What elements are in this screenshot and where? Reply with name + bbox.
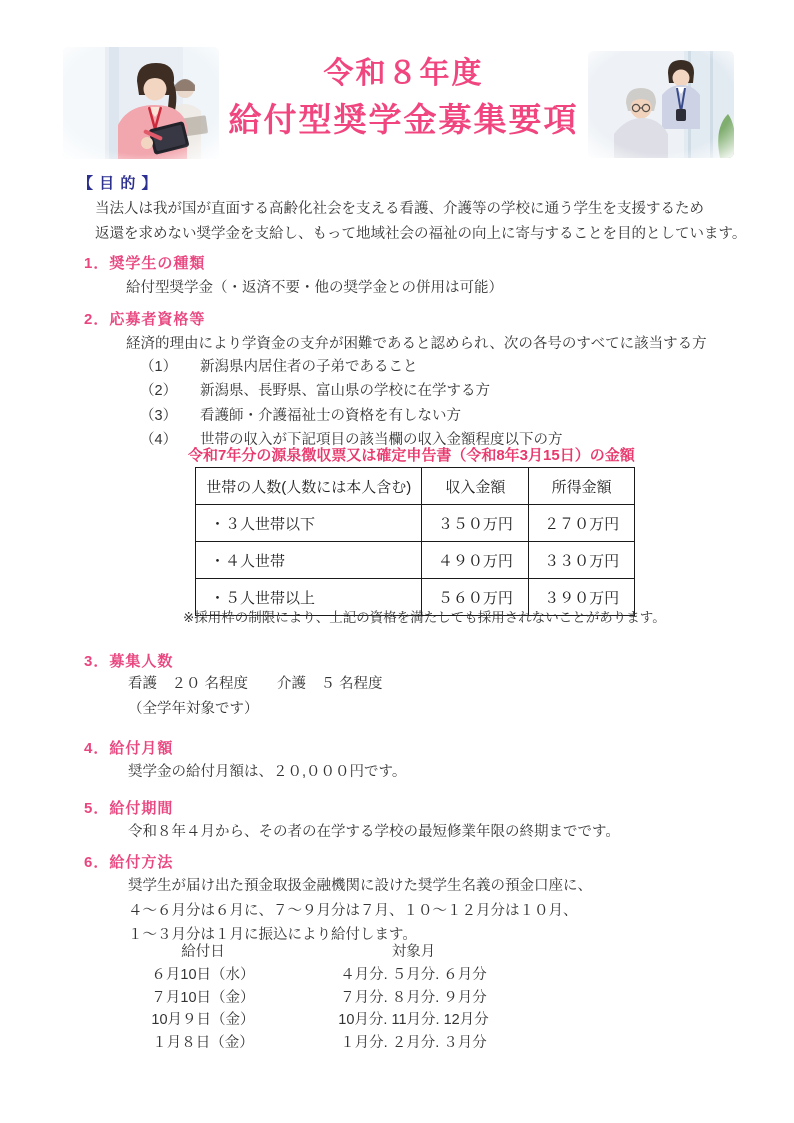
list-item-marker: （1） xyxy=(140,359,178,375)
section-body-period: 令和８年４月から、その者の在学する学校の最短修業年限の終期までです。 xyxy=(128,824,620,840)
schedule-row xyxy=(128,987,521,1010)
cell-earnings: ３９０万円 xyxy=(529,579,635,616)
income-limit-table xyxy=(195,467,635,616)
section-body-method xyxy=(128,874,592,948)
schedule-months: １月分. ２月分. ３月分 xyxy=(340,1035,487,1052)
cell-household: ・５人世帯以上 xyxy=(196,579,422,616)
col-header-earnings: 所得金額 xyxy=(529,468,635,505)
schedule-row xyxy=(128,1009,521,1032)
table-row xyxy=(196,505,635,542)
schedule-date: １月８日（金） xyxy=(152,1035,254,1052)
schedule-date: ６月10日（水） xyxy=(151,966,255,983)
section-heading-capacity: 3．募集人数 xyxy=(84,653,174,670)
schedule-date: ７月10日（金） xyxy=(151,989,255,1006)
schedule-header-date: 給付日 xyxy=(181,944,225,960)
cell-household: ・４人世帯 xyxy=(196,542,422,579)
income-table-caption: 令和7年分の源泉徴収票又は確定申告書（令和8年3月15日）の金額 xyxy=(188,447,635,464)
cell-income: ３５０万円 xyxy=(422,505,529,542)
list-item-text: 世帯の収入が下記項目の該当欄の収入金額程度以下の方 xyxy=(200,431,563,448)
schedule-row xyxy=(128,1032,521,1055)
caregiver-photo-illustration xyxy=(588,51,734,158)
section-body-scholarship-type: 給付型奨学金（・返済不要・他の奨学金との併用は可能） xyxy=(126,280,503,296)
schedule-row xyxy=(128,964,521,987)
list-item xyxy=(140,379,563,403)
table-header-row xyxy=(196,468,635,505)
section-heading-method: 6．給付方法 xyxy=(84,854,174,871)
section-heading-scholarship-type: 1．奨学生の種類 xyxy=(84,255,206,272)
table-row xyxy=(196,542,635,579)
schedule-date: 10月９日（金） xyxy=(151,1012,255,1029)
section-body-capacity xyxy=(128,672,383,721)
cell-earnings: ３３０万円 xyxy=(529,542,635,579)
nurse-photo xyxy=(63,47,219,159)
purpose-line: 当法人は我が国が直面する高齢化社会を支える看護、介護等の学校に通う学生を支援するため xyxy=(95,201,704,217)
purpose-label: 【 目 的 】 xyxy=(78,175,158,192)
purpose-line: 返還を求めない奨学金を支給し、もって地域社会の福祉の向上に寄与することを目的としています。 xyxy=(95,225,747,242)
schedule-months: ４月分. ５月分. ６月分 xyxy=(340,966,487,983)
method-line: ４～６月分は６月に、７～９月分は７月、１０～１２月分は１０月、 xyxy=(128,902,578,919)
method-line: 奨学生が届け出た預金取扱金融機関に設けた奨学生名義の預金口座に、 xyxy=(128,878,592,894)
schedule-header-months: 対象月 xyxy=(391,944,436,960)
purpose-text xyxy=(95,197,746,246)
cell-income: ４９０万円 xyxy=(422,542,529,579)
capacity-line: 看護 ２０ 名程度 介護 ５ 名程度 xyxy=(128,676,383,692)
page-title xyxy=(219,52,588,143)
list-item-marker: （3） xyxy=(140,407,178,424)
list-item-text: 新潟県、長野県、富山県の学校に在学する方 xyxy=(200,383,490,400)
section-heading-period: 5．給付期間 xyxy=(84,800,174,817)
eligibility-intro: 経済的理由により学資金の支弁が困難であると認められ、次の各号のすべてに該当する方 xyxy=(126,336,707,352)
list-item-marker: （4） xyxy=(140,431,178,448)
col-header-income: 収入金額 xyxy=(422,468,529,505)
list-item xyxy=(140,355,563,379)
cell-income: ５６０万円 xyxy=(422,579,529,616)
schedule-months: ７月分. ８月分. ９月分 xyxy=(340,989,487,1006)
section-body-monthly-amount: 奨学金の給付月額は、２０,０００円です。 xyxy=(128,764,407,780)
nurse-photo-illustration xyxy=(63,47,219,159)
method-line: １～３月分は１月に振込により給付します。 xyxy=(128,927,417,943)
capacity-line: （全学年対象です） xyxy=(128,700,259,717)
payment-schedule xyxy=(128,941,521,1055)
list-item-text: 看護師・介護福祉士の資格を有しない方 xyxy=(200,407,461,424)
list-item-text: 新潟県内居住者の子弟であること xyxy=(200,359,418,375)
schedule-months: 10月分. 11月分. 12月分 xyxy=(338,1012,489,1029)
table-note: ※採用枠の制限により、上記の資格を満たしても採用されないことがあります。 xyxy=(183,610,666,625)
schedule-header-row xyxy=(128,941,521,964)
list-item-marker: （2） xyxy=(140,383,178,400)
section-heading-monthly-amount: 4．給付月額 xyxy=(84,740,174,757)
page-title-year: 令和８年度 xyxy=(323,57,484,90)
caregiver-photo xyxy=(588,51,734,158)
cell-earnings: ２７０万円 xyxy=(529,505,635,542)
cell-household: ・３人世帯以下 xyxy=(196,505,422,542)
eligibility-list xyxy=(140,355,563,452)
col-header-household: 世帯の人数(人数には本人含む) xyxy=(196,468,422,505)
list-item xyxy=(140,404,563,428)
section-heading-eligibility: 2．応募者資格等 xyxy=(84,311,206,328)
page-title-main: 給付型奨学金募集要項 xyxy=(228,100,579,138)
